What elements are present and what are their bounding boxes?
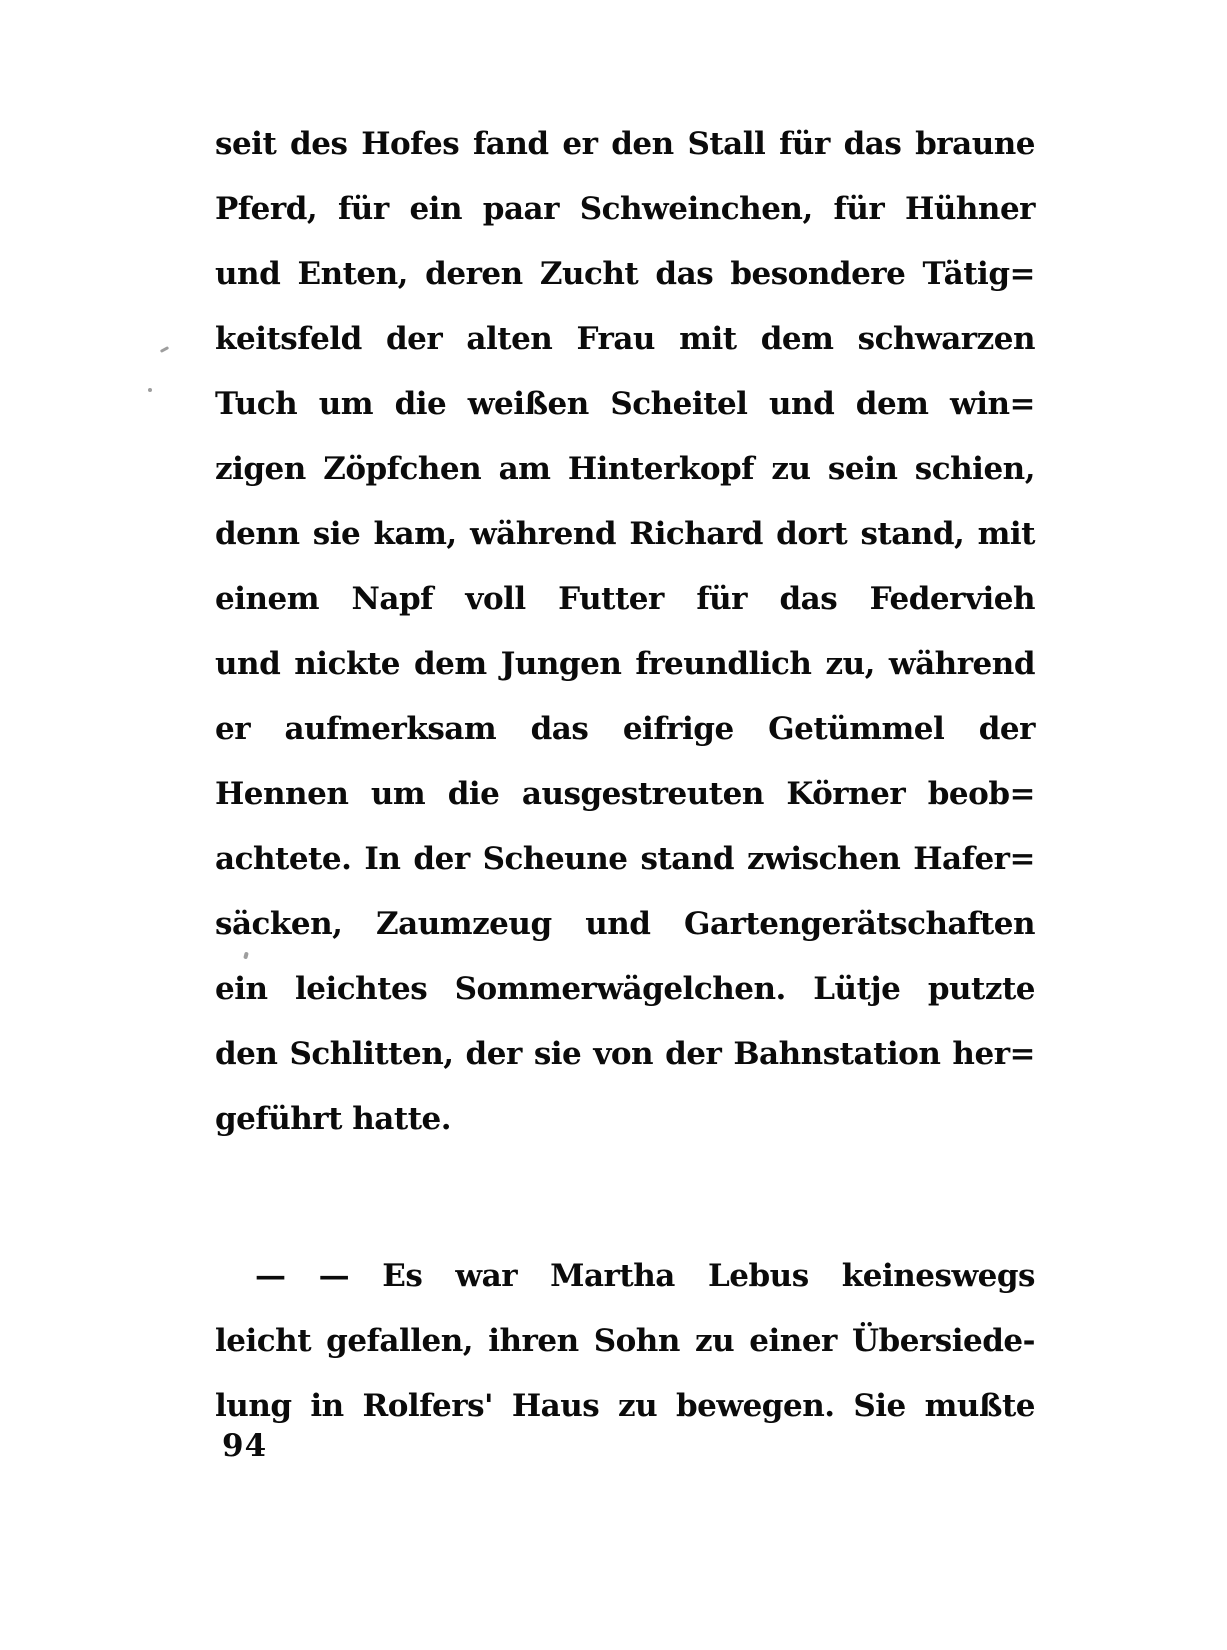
text-line: leicht gefallen, ihren Sohn zu einer Übersiede-	[215, 1323, 1035, 1359]
text-line: und Enten, deren Zucht das besondere Tätig=	[215, 256, 1035, 292]
text-line: lung in Rolfers' Haus zu bewegen. Sie mußte	[215, 1388, 1035, 1424]
scan-artifact	[148, 388, 152, 392]
text-line: und nickte dem Jungen freundlich zu, während	[215, 646, 1035, 682]
text-line: säcken, Zaumzeug und Gartengerätschaften	[215, 906, 1035, 942]
text-line: seit des Hofes fand er den Stall für das braune	[215, 126, 1035, 162]
text-line: Pferd, für ein paar Schweinchen, für Hühner	[215, 191, 1035, 227]
text-line: Hennen um die ausgestreuten Körner beob=	[215, 776, 1035, 812]
paragraph-2	[215, 1244, 1035, 1439]
text-line: er aufmerksam das eifrige Getümmel der	[215, 711, 1035, 747]
scan-artifact	[160, 346, 169, 353]
text-line: Tuch um die weißen Scheitel und dem win=	[215, 386, 1035, 422]
text-line: geführt hatte.	[215, 1101, 452, 1137]
page-number: 94	[222, 1428, 268, 1464]
text-line: achtete. In der Scheune stand zwischen Hafer=	[215, 841, 1035, 877]
text-line: zigen Zöpfchen am Hinterkopf zu sein schien,	[215, 451, 1035, 487]
text-line: denn sie kam, während Richard dort stand, mit	[215, 516, 1035, 552]
text-block	[215, 112, 1035, 1439]
text-line: keitsfeld der alten Frau mit dem schwarzen	[215, 321, 1035, 357]
paragraph-1	[215, 112, 1035, 1152]
text-line: den Schlitten, der sie von der Bahnstation her=	[215, 1036, 1035, 1072]
text-line: ein leichtes Sommerwägelchen. Lütje putzte	[215, 971, 1035, 1007]
text-line: — — Es war Martha Lebus keineswegs	[255, 1258, 1035, 1294]
text-line: einem Napf voll Futter für das Federvieh	[215, 581, 1035, 617]
